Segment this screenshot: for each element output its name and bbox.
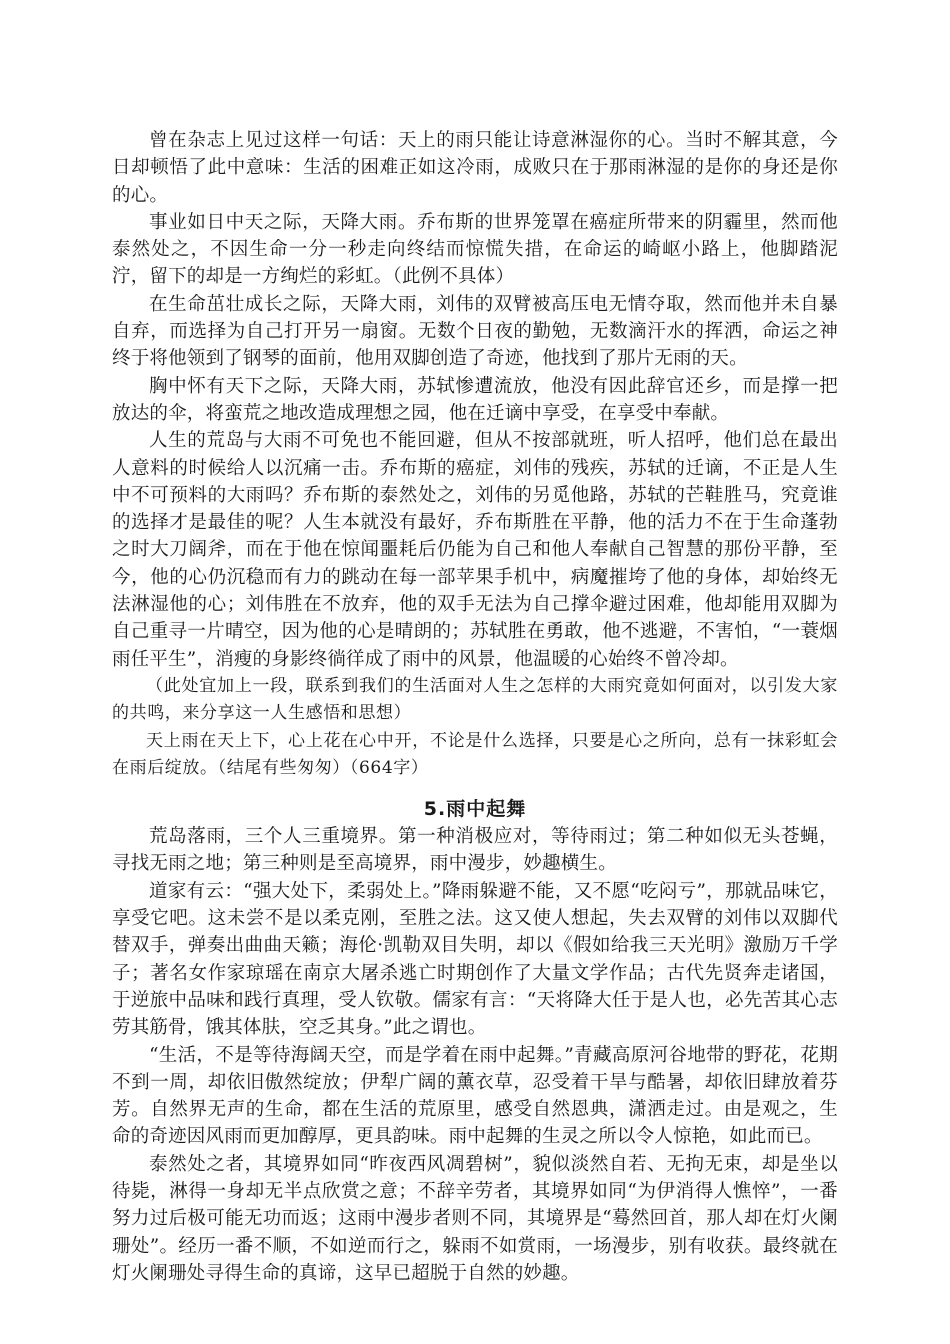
paragraph-comment-note: （此处宜加上一段，联系到我们的生活面对人生之怎样的大雨究竟如何面对，以引发大家的共鸣，来分享这一人生感悟和思想）: [112, 675, 838, 724]
paragraph-three-realms: 荒岛落雨，三个人三重境界。第一种消极应对，等待雨过；第二种如似无头苍蝇，寻找无雨之地；第三种则是至高境界，雨中漫步，妙趣横生。: [112, 826, 838, 875]
paragraph-conclusion: 天上雨在天上下，心上花在心中开，不论是什么选择，只要是心之所向，总有一抹彩虹会在雨后绽放。（结尾有些匆匆）（664字）: [112, 730, 838, 778]
paragraph-life-dance: “生活，不是等待海阔天空，而是学着在雨中起舞。”青藏高原河谷地带的野花，花期不到一周，却依旧傲然绽放；伊犁广阔的薰衣草，忍受着干旱与酷暑，却依旧肆放着芬芳。自然界无声的生命，都在生活的荒原里，感受自然恩典，潇洒走过。由是观之，生命的奇迹因风雨而更加醇厚，更具韵味。雨中起舞的生灵之所以令人惊艳，如此而已。: [112, 1044, 838, 1148]
paragraph-analysis: 人生的荒岛与大雨不可免也不能回避，但从不按部就班，听人招呼，他们总在最出人意料的时候给人以沉痛一击。乔布斯的癌症，刘伟的残疾，苏轼的迁谪，不正是人生中不可预料的大雨吗？乔布斯的泰然处之，刘伟的另觅他路，苏轼的芒鞋胜马，究竟谁的选择才是最佳的呢？人生本就没有最好，乔布斯胜在平静，他的活力不在于生命蓬勃之时大刀阔斧，而在于他在惊闻噩耗后仍能为自己和他人奉献自己智慧的那份平静，至今，他的心仍沉稳而有力的跳动在每一部苹果手机中，病魔摧垮了他的身体，却始终无法淋湿他的心；刘伟胜在不放弃，他的双手无法为自己撑伞避过困难，他却能用双脚为自己重寻一片晴空，因为他的心是晴朗的；苏轼胜在勇敢，他不逃避，不害怕，“一蓑烟雨任平生”，消瘦的身影终徜徉成了雨中的风景，他温暖的心始终不曾冷却。: [112, 430, 838, 670]
paragraph-daoist: 道家有云：“强大处下，柔弱处上。”降雨躲避不能，又不愿“吃闷亏”，那就品味它，享受它吧。这未尝不是以柔克刚，至胜之法。这又使人想起，失去双臂的刘伟以双脚代替双手，弹奏出曲曲天籁；海伦·凯勒双目失明，却以《假如给我三天光明》激励万千学子；著名女作家琼瑶在南京大屠杀逃亡时期创作了大量文学作品；古代先贤奔走诸国，于逆旅中品味和践行真理，受人钦敬。儒家有言：“天将降大任于是人也，必先苦其心志劳其筋骨，饿其体肤，空乏其身。”此之谓也。: [112, 880, 838, 1039]
document-page: [112, 127, 838, 1287]
paragraph-final: 泰然处之者，其境界如同“昨夜西风凋碧树”，貌似淡然自若、无拘无束，却是坐以待毙，淋得一身却无半点欣赏之意；不辞辛劳者，其境界如同“为伊消得人憔悴”，一番努力过后极可能无功而返；这雨中漫步者则不同，其境界是“蓦然回首，那人却在灯火阑珊处”。经历一番不顺，不如逆而行之，躲雨不如赏雨，一场漫步，别有收获。最终就在灯火阑珊处寻得生命的真谛，这早已超脱于自然的妙趣。: [112, 1153, 838, 1284]
paragraph-sushi: 胸中怀有天下之际，天降大雨，苏轼惨遭流放，他没有因此辞官还乡，而是撑一把放达的伞，将蛮荒之地改造成理想之园，他在迁谪中享受，在享受中奉献。: [112, 375, 838, 424]
paragraph-jobs: 事业如日中天之际，天降大雨。乔布斯的世界笼罩在癌症所带来的阴霾里，然而他泰然处之，不因生命一分一秒走向终结而惊慌失措，在命运的崎岖小路上，他脚踏泥泞，留下的却是一方绚烂的彩虹。（此例不具体）: [112, 211, 838, 288]
paragraph-liuwei: 在生命茁壮成长之际，天降大雨，刘伟的双臂被高压电无情夺取，然而他并未自暴自弃，而选择为自己打开另一扇窗。无数个日夜的勤勉，无数滴汗水的挥洒，命运之神终于将他领到了钢琴的面前，他用双脚创造了奇迹，他找到了那片无雨的天。: [112, 293, 838, 370]
paragraph-intro: 曾在杂志上见过这样一句话：天上的雨只能让诗意淋湿你的心。当时不解其意，今日却顿悟了此中意味：生活的困难正如这冷雨，成败只在于那雨淋湿的是你的身还是你的心。: [112, 130, 838, 206]
section-heading: 5.雨中起舞: [423, 798, 527, 821]
